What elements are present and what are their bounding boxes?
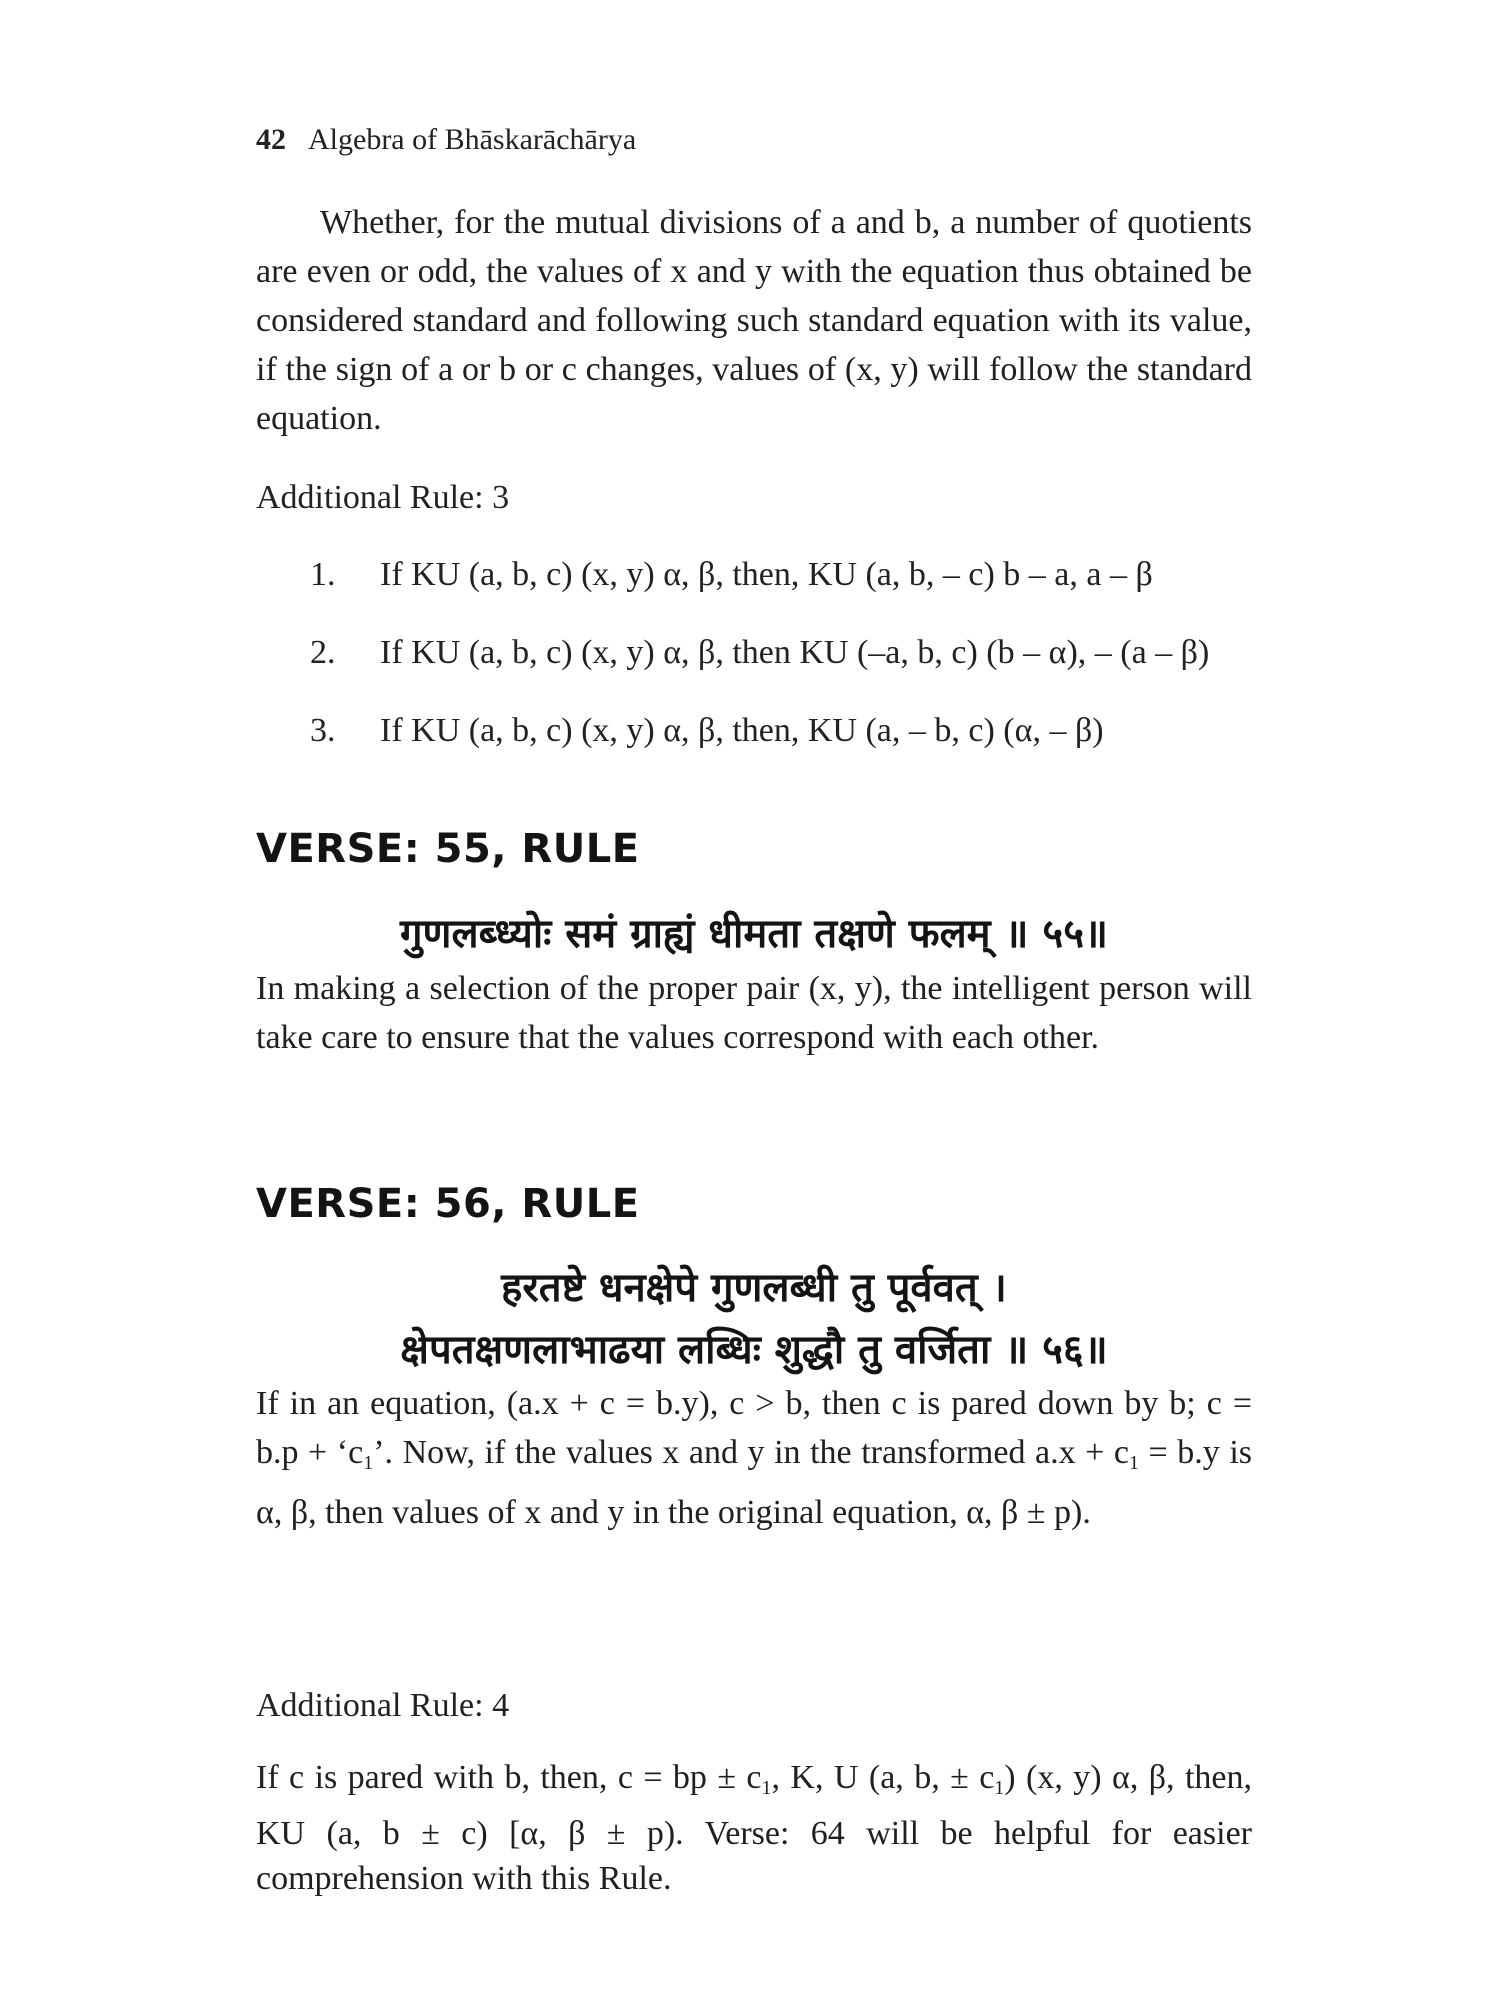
page-number: 42 (256, 123, 286, 156)
intro-paragraph: Whether, for the mutual divisions of a and b, a number of quotients are even or odd, the values of x and y with the equation thus obtained be considered standard and following such standard equation with its value, if the sign of a or b or c changes, values of (x, y) will follow the standard equation. (256, 204, 1252, 437)
list-item-number: 1. (310, 556, 336, 593)
page-header (256, 122, 636, 158)
translation-part: If in an equation, (a.x + c = b.y), c > b, then c is pared down by b; c = b.p + ‘c (256, 1385, 1252, 1471)
subscript: 1 (994, 1777, 1005, 1799)
additional-rule-3-label: Additional Rule: 3 (256, 479, 510, 516)
verse-55-heading: VERSE: 55, RULE (256, 826, 640, 872)
rule-text-part: If c is pared with b, then, c = bp ± c (256, 1759, 762, 1796)
verse-56-translation (256, 1379, 1252, 1537)
list-item-text: If KU (a, b, c) (x, y) α, β, then, KU (a, b, – c) b – a, a – β (380, 556, 1153, 593)
list-item (256, 711, 1252, 789)
verse-56-heading: VERSE: 56, RULE (256, 1181, 640, 1227)
additional-rule-4-text (256, 1755, 1252, 1901)
verse-55-translation: In making a selection of the proper pair (x, y), the intelligent person will take care to ensure that the values correspond with each other. (256, 970, 1252, 1056)
list-item (256, 555, 1252, 633)
verse-55-sanskrit: गुणलब्ध्योः समं ग्राह्यं धीमता तक्षणे फलम् ॥ ५५॥ (400, 911, 1108, 957)
running-title: Algebra of Bhāskarāchārya (308, 123, 637, 156)
subscript: 1 (1128, 1452, 1139, 1474)
list-item (256, 633, 1252, 711)
translation-part: = b.y is α, β, then values of x and y in the original equation, α, β ± p). (256, 1434, 1252, 1531)
subscript: 1 (363, 1452, 374, 1474)
list-item-text: If KU (a, b, c) (x, y) α, β, then, KU (a, – b, c) (α, – β) (380, 712, 1104, 749)
verse-56-sanskrit-line-1: हरतष्टे धनक्षेपे गुणलब्धी तु पूर्ववत् । (501, 1265, 1007, 1311)
list-item-text: If KU (a, b, c) (x, y) α, β, then KU (–a, b, c) (b – α), – (a – β) (380, 634, 1210, 671)
additional-rule-3-list (256, 555, 1252, 789)
rule-text-part: ) (x, y) α, β, then, KU (a, b ± c) [α, β ± p). Verse: 64 will be helpful for easier comprehension with this Rule. (256, 1759, 1252, 1897)
list-item-number: 3. (310, 712, 336, 749)
list-item-number: 2. (310, 634, 336, 671)
translation-part: ’. Now, if the values x and y in the transformed a.x + c (373, 1434, 1129, 1471)
rule-text-part: , K, U (a, b, ± c (771, 1759, 995, 1796)
verse-56-sanskrit-line-2: क्षेपतक्षणलाभाढया लब्धिः शुद्धौ तु वर्जिता ॥ ५६॥ (400, 1327, 1108, 1373)
subscript: 1 (761, 1777, 772, 1799)
additional-rule-4-label: Additional Rule: 4 (256, 1687, 510, 1724)
